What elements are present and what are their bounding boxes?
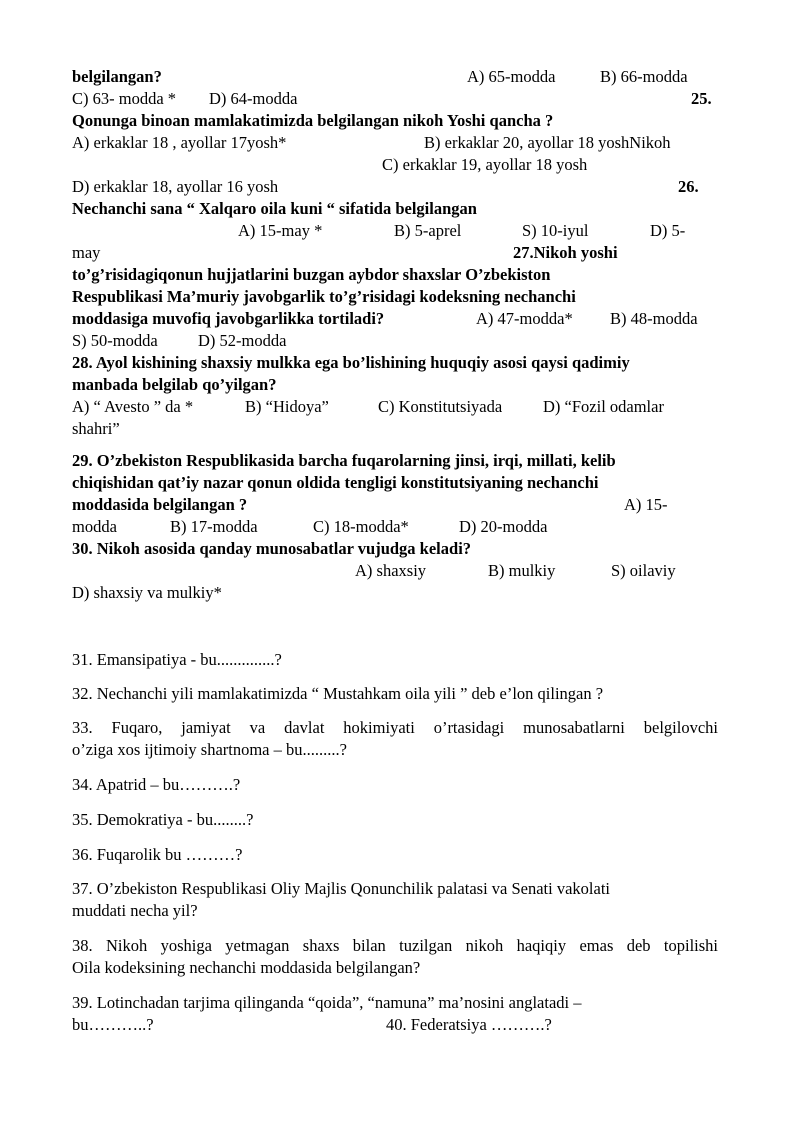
q26-option-d-continued: may	[72, 243, 101, 262]
q29-option-d: D) 20-modda	[459, 517, 548, 536]
question-27-text-line2: to’g’risidagiqonun hujjatlarini buzgan aybdor shaxslar O’zbekiston	[72, 265, 551, 284]
q30-option-d: D) shaxsiy va mulkiy*	[72, 583, 222, 602]
q28-option-d-continued: shahri”	[72, 419, 120, 438]
question-33-line2: o’ziga xos ijtimoiy shartnoma – bu.........?	[72, 740, 347, 759]
question-27-text-start: 27.Nikoh yoshi	[513, 243, 618, 262]
question-39-line2: bu………..?	[72, 1015, 154, 1034]
q25-option-d: D) erkaklar 18, ayollar 16 yosh	[72, 177, 279, 196]
question-36: 36. Fuqarolik bu ………?	[72, 845, 243, 864]
q30-option-c: S) oilaviy	[611, 561, 676, 580]
question-24-text: belgilangan?	[72, 67, 162, 86]
question-30-text: 30. Nikoh asosida qanday munosabatlar vujudga keladi?	[72, 539, 472, 558]
q28-option-b: B) “Hidoya”	[245, 397, 329, 416]
q28-option-a: A) “ Avesto ” da *	[72, 397, 194, 416]
question-29-text-line2: chiqishidan qat’iy nazar qonun oldida tengligi konstitutsiyaning nechanchi	[72, 473, 599, 492]
question-28-text-line1: 28. Ayol kishining shaxsiy mulkka ega bo’lishining huquqiy asosi qaysi qadimiy	[72, 353, 630, 372]
question-32: 32. Nechanchi yili mamlakatimizda “ Mustahkam oila yili ” deb e’lon qilingan ?	[72, 684, 604, 703]
question-34: 34. Apatrid – bu……….?	[72, 775, 241, 794]
question-25-text: Qonunga binoan mamlakatimizda belgilangan nikoh Yoshi qancha ?	[72, 111, 554, 130]
q29-option-a-continued: modda	[72, 517, 117, 536]
question-28-text-line2: manbada belgilab qo’yilgan?	[72, 375, 277, 394]
question-25-number: 25.	[691, 89, 712, 108]
q26-option-c: S) 10-iyul	[522, 221, 589, 240]
q24-option-b: B) 66-modda	[600, 67, 688, 86]
q27-option-b: B) 48-modda	[610, 309, 698, 328]
question-39-line1: 39. Lotinchadan tarjima qilinganda “qoida”, “namuna” ma’nosini anglatadi –	[72, 993, 582, 1012]
question-27-text-line4: moddasiga muvofiq javobgarlikka tortiladi?	[72, 309, 385, 328]
question-38-line2: Oila kodeksining nechanchi moddasida belgilangan?	[72, 958, 421, 977]
question-29-text-line3: moddasida belgilangan ?	[72, 495, 248, 514]
question-37-line1: 37. O’zbekiston Respublikasi Oliy Majlis Qonunchilik palatasi va Senati vakolati	[72, 879, 610, 898]
q24-option-a: A) 65-modda	[467, 67, 556, 86]
question-31: 31. Emansipatiya - bu..............?	[72, 650, 282, 669]
question-37-line2: muddati necha yil?	[72, 901, 198, 920]
question-26-text: Nechanchi sana “ Xalqaro oila kuni “ sifatida belgilangan	[72, 199, 477, 218]
q24-option-d: D) 64-modda	[209, 89, 298, 108]
question-33-line1: 33. Fuqaro, jamiyat va davlat hokimiyati o’rtasidagi munosabatlarni belgilovchi	[72, 718, 718, 737]
q25-option-a: A) erkaklar 18 , ayollar 17yosh*	[72, 133, 287, 152]
question-38-line1: 38. Nikoh yoshiga yetmagan shaxs bilan tuzilgan nikoh haqiqiy emas deb topilishi	[72, 936, 718, 955]
q27-option-a: A) 47-modda*	[476, 309, 573, 328]
q27-option-d: D) 52-modda	[198, 331, 287, 350]
q28-option-d: D) “Fozil odamlar	[543, 397, 664, 416]
q25-option-b: B) erkaklar 20, ayollar 18 yoshNikoh	[424, 133, 671, 152]
q29-option-c: C) 18-modda*	[313, 517, 409, 536]
q26-option-d: D) 5-	[650, 221, 686, 240]
question-27-text-line3: Respublikasi Ma’muriy javobgarlik to’g’risidagi kodeksning nechanchi	[72, 287, 576, 306]
question-26-number: 26.	[678, 177, 699, 196]
q30-option-a: A) shaxsiy	[355, 561, 427, 580]
question-35: 35. Demokratiya - bu........?	[72, 810, 254, 829]
q29-option-b: B) 17-modda	[170, 517, 258, 536]
question-40: 40. Federatsiya ……….?	[386, 1015, 552, 1034]
q27-option-c: S) 50-modda	[72, 331, 158, 350]
q30-option-b: B) mulkiy	[488, 561, 556, 580]
q26-option-b: B) 5-aprel	[394, 221, 462, 240]
q26-option-a: A) 15-may *	[238, 221, 323, 240]
q24-option-c: C) 63- modda *	[72, 89, 177, 108]
q29-option-a: A) 15-	[624, 495, 668, 514]
question-29-text-line1: 29. O’zbekiston Respublikasida barcha fuqarolarning jinsi, irqi, millati, kelib	[72, 451, 616, 470]
q25-option-c: C) erkaklar 19, ayollar 18 yosh	[382, 155, 588, 174]
q28-option-c: C) Konstitutsiyada	[378, 397, 503, 416]
